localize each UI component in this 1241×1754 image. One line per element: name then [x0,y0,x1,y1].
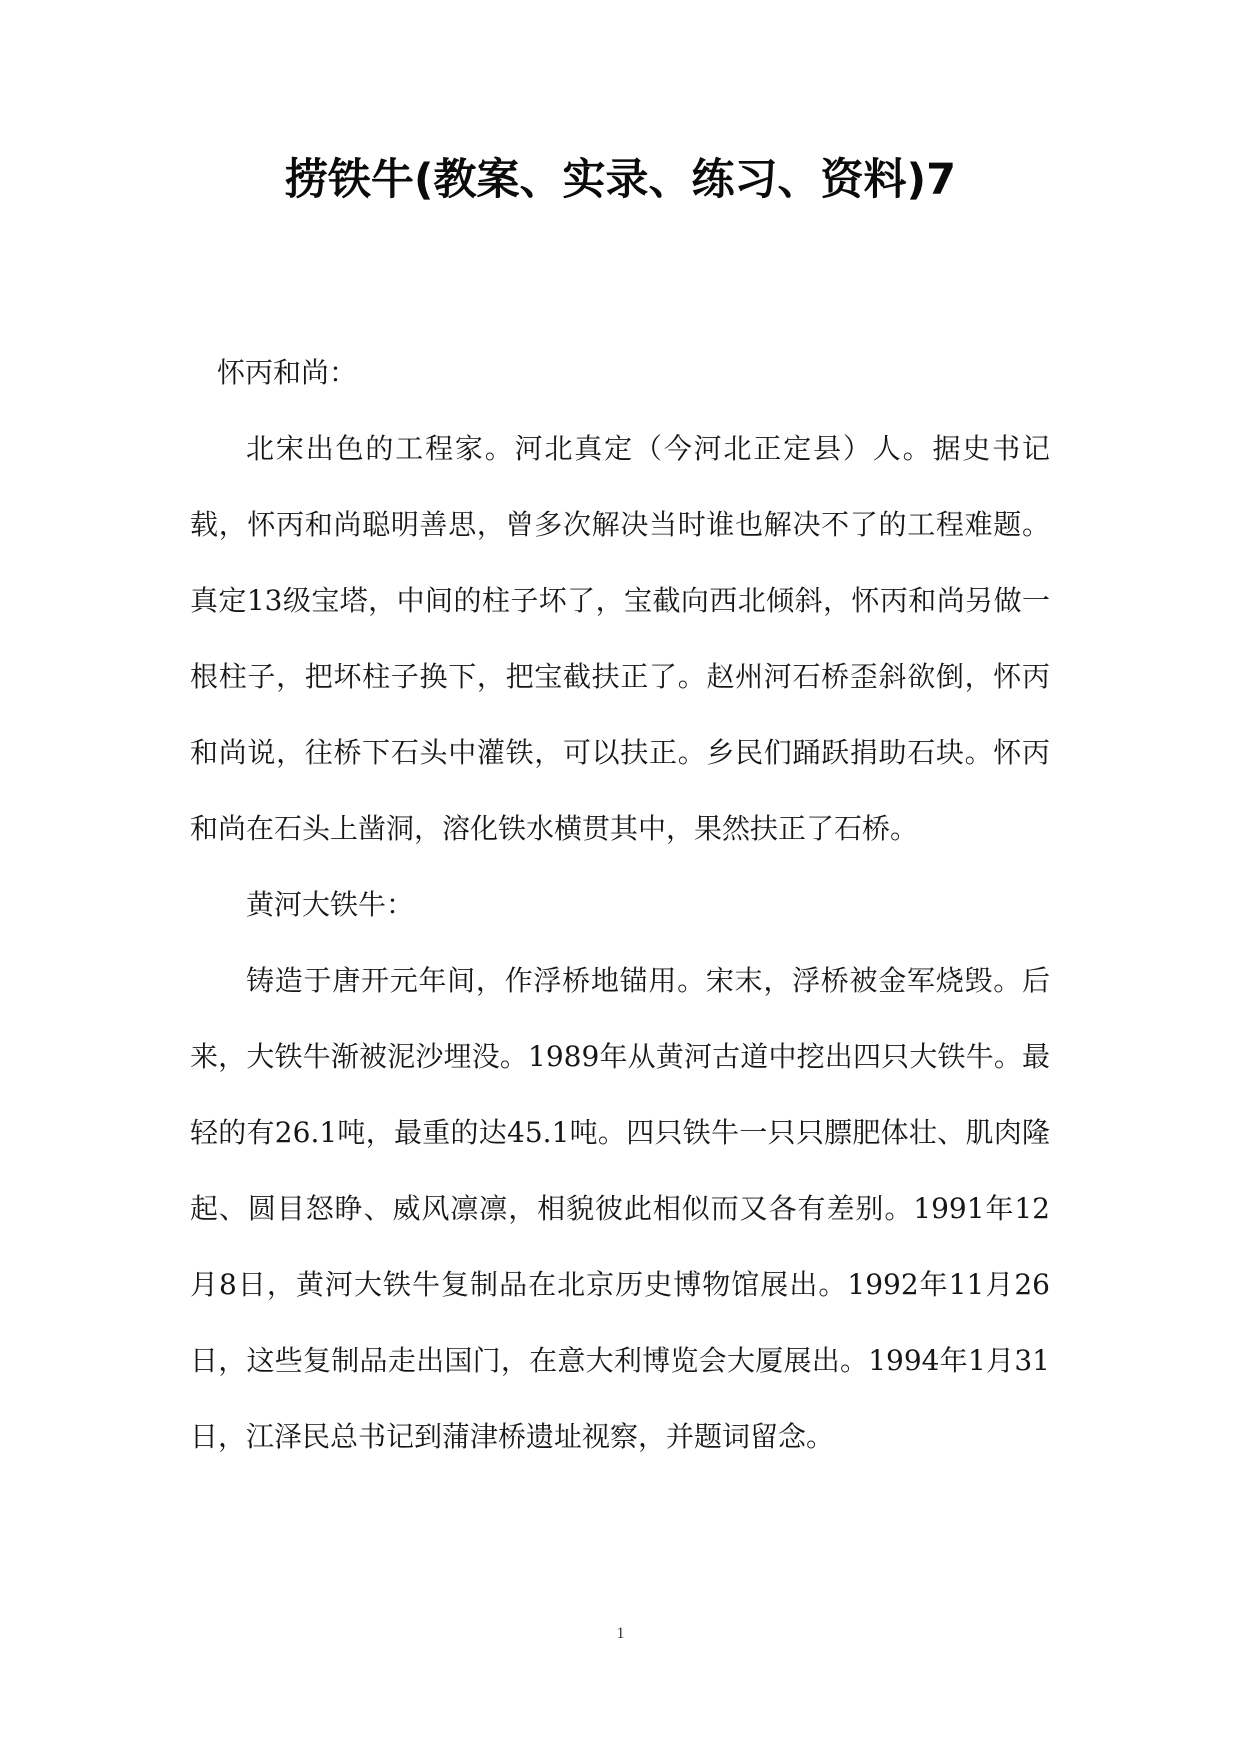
document-body [190,335,1050,1475]
paragraph-iron-ox: 铸造于唐开元年间，作浮桥地锚用。宋末，浮桥被金军烧毁。后来，大铁牛渐被泥沙埋没。1989年从黄河古道中挖出四只大铁牛。最轻的有26.1吨，最重的达45.1吨。四只铁牛一只只膘肥体壮、肌肉隆起、圆目怒睁、威风凛凛，相貌彼此相似而又各有差别。1991年12月8日，黄河大铁牛复制品在北京历史博物馆展出。1992年11月26日，这些复制品走出国门，在意大利博览会大厦展出。1994年1月31日，江泽民总书记到蒲津桥遗址视察，并题词留念。 [190,964,1050,1453]
section-heading-huaibing: 怀丙和尚： [217,356,358,389]
paragraph-huaibing: 北宋出色的工程家。河北真定（今河北正定县）人。据史书记载，怀丙和尚聪明善思，曾多次解决当时谁也解决不了的工程难题。真定13级宝塔，中间的柱子坏了，宝截向西北倾斜，怀丙和尚另做一根柱子，把坏柱子换下，把宝截扶正了。赵州河石桥歪斜欲倒，怀丙和尚说，往桥下石头中灌铁，可以扶正。乡民们踊跃捐助石块。怀丙和尚在石头上凿洞，溶化铁水横贯其中，果然扶正了石桥。 [190,432,1050,845]
page-number: 1 [616,1625,625,1642]
section-heading-iron-ox: 黄河大铁牛： [246,888,415,921]
document-title: 捞铁牛(教案、实录、练习、资料)7 [284,155,957,205]
